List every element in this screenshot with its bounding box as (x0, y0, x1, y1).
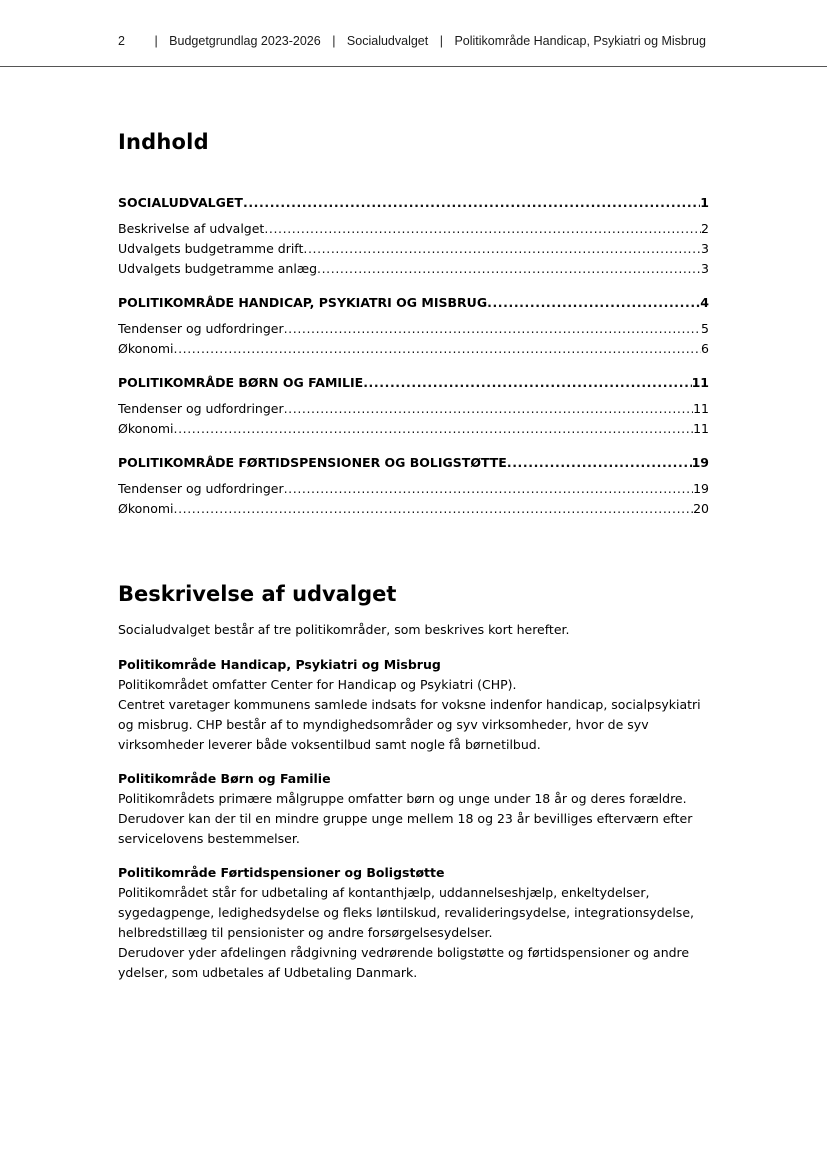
paragraph-line: Politikområdet står for udbetaling af kontanthjælp, uddannelseshjælp, enkeltydelser, (118, 885, 650, 900)
toc-dot-leader (487, 293, 700, 313)
description-section (118, 863, 718, 983)
paragraph-line: servicelovens bestemmelser. (118, 831, 300, 846)
toc-entry[interactable] (118, 239, 709, 259)
toc-entry-label: Tendenser og udfordringer (118, 401, 284, 416)
toc-dot-leader (264, 219, 701, 239)
header-document: Budgetgrundlag 2023-2026 (169, 34, 321, 48)
toc-dot-leader (363, 373, 691, 393)
paragraph-line: Centret varetager kommunens samlede indsats for voksne indenfor handicap, socialpsykiatri (118, 697, 701, 712)
toc-entry-label: Økonomi (118, 341, 174, 356)
toc-entry[interactable] (118, 399, 709, 419)
section-heading: Politikområde Førtidspensioner og Boligstøtte (118, 865, 445, 880)
toc-entry-label: POLITIKOMRÅDE FØRTIDSPENSIONER OG BOLIGSTØTTE (118, 455, 507, 470)
toc-dot-leader (174, 419, 694, 439)
toc-entry-page: 2 (701, 221, 709, 236)
description-section (118, 655, 718, 755)
paragraph-line: Derudover kan der til en mindre gruppe unge mellem 18 og 23 år bevilliges efterværn efter (118, 811, 693, 826)
toc-entry[interactable] (118, 479, 709, 499)
toc-entry-label: POLITIKOMRÅDE BØRN OG FAMILIE (118, 375, 364, 390)
toc-entry-page: 3 (701, 241, 709, 256)
toc-entry[interactable] (118, 499, 709, 519)
toc-entry-label: Beskrivelse af udvalget (118, 221, 265, 236)
toc-dot-leader (317, 259, 701, 279)
toc-dot-leader (284, 479, 693, 499)
toc-entry-label: Tendenser og udfordringer (118, 321, 284, 336)
toc-title: Indhold (118, 130, 209, 154)
header-separator: | (439, 34, 443, 48)
toc-entry-page: 11 (691, 375, 709, 390)
description-intro: Socialudvalget består af tre politikområder, som beskrives kort herefter. (118, 622, 570, 637)
header-line (118, 34, 706, 48)
toc-entry-label: Tendenser og udfordringer (118, 481, 284, 496)
section-heading: Politikområde Børn og Familie (118, 771, 331, 786)
toc-entry[interactable] (118, 193, 709, 213)
paragraph-line: Politikområdets primære målgruppe omfatter børn og unge under 18 år og deres forældre. (118, 791, 687, 806)
paragraph-line: helbredstillæg til pensionister og andre forsørgelsesydelser. (118, 925, 493, 940)
toc-entry[interactable] (118, 319, 709, 339)
paragraph-line: Politikområdet omfatter Center for Handicap og Psykiatri (CHP). (118, 677, 517, 692)
toc-dot-leader (284, 399, 693, 419)
toc-entry-label: SOCIALUDVALGET (118, 195, 243, 210)
description-body (118, 620, 718, 997)
toc-entry-page: 20 (693, 501, 709, 516)
header-area: Politikområde Handicap, Psykiatri og Misbrug (454, 34, 706, 48)
toc-entry-page: 3 (701, 261, 709, 276)
toc-entry[interactable] (118, 419, 709, 439)
toc-entry-label: Udvalgets budgetramme anlæg (118, 261, 318, 276)
toc-entry[interactable] (118, 293, 709, 313)
toc-entry-label: POLITIKOMRÅDE HANDICAP, PSYKIATRI OG MISBRUG (118, 295, 488, 310)
section-title: Beskrivelse af udvalget (118, 582, 397, 606)
toc-entry[interactable] (118, 219, 709, 239)
toc-entry-page: 6 (701, 341, 709, 356)
toc-dot-leader (284, 319, 701, 339)
toc-dot-leader (507, 453, 692, 473)
paragraph-line: Derudover yder afdelingen rådgivning vedrørende boligstøtte og førtidspensioner og andre (118, 945, 690, 960)
toc-entry-page: 11 (693, 421, 709, 436)
toc-entry-page: 19 (693, 481, 709, 496)
toc-entry-page: 19 (691, 455, 709, 470)
toc-entry-label: Udvalgets budgetramme drift (118, 241, 304, 256)
toc-dot-leader (243, 193, 700, 213)
description-section (118, 769, 718, 849)
toc-entry-label: Økonomi (118, 501, 174, 516)
header-committee: Socialudvalget (346, 34, 429, 48)
header-separator: | (332, 34, 336, 48)
header-separator: | (154, 34, 158, 48)
page-header (0, 0, 827, 67)
table-of-contents (118, 193, 709, 519)
toc-entry[interactable] (118, 259, 709, 279)
toc-entry[interactable] (118, 339, 709, 359)
toc-entry-page: 1 (700, 195, 709, 210)
header-page-number: 2 (118, 34, 125, 48)
toc-entry[interactable] (118, 373, 709, 393)
toc-entry-page: 4 (700, 295, 709, 310)
section-heading: Politikområde Handicap, Psykiatri og Misbrug (118, 657, 441, 672)
toc-dot-leader (174, 499, 694, 519)
paragraph-line: virksomheder leverer både voksentilbud samt nogle få børnetilbud. (118, 737, 541, 752)
paragraph-line: sygedagpenge, ledighedsydelse og fleks løntilskud, revalideringsydelse, integrationsydelse, (118, 905, 694, 920)
toc-entry-label: Økonomi (118, 421, 174, 436)
paragraph-line: og misbrug. CHP består af to myndighedsområder og syv virksomheder, hvor de syv (118, 717, 649, 732)
toc-dot-leader (174, 339, 702, 359)
toc-dot-leader (303, 239, 701, 259)
paragraph-line: ydelser, som udbetales af Udbetaling Danmark. (118, 965, 418, 980)
toc-entry-page: 5 (701, 321, 709, 336)
toc-entry-page: 11 (693, 401, 709, 416)
toc-entry[interactable] (118, 453, 709, 473)
